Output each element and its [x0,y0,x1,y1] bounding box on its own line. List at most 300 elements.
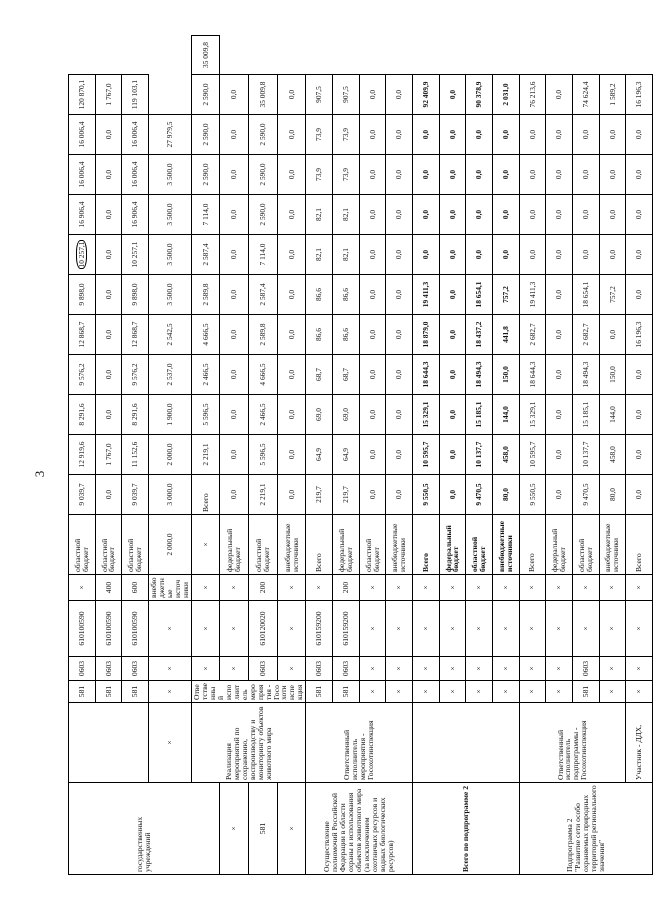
code-cell: × [148,681,191,703]
amount-cell: 8 291,6 [122,395,149,435]
amount-cell: 0,0 [277,315,306,355]
amount-cell: 10 595,7 [519,435,546,475]
amount-cell: 0,0 [439,475,466,515]
code-cell: × [359,575,386,601]
amount-cell: 0,0 [546,275,573,315]
amount-cell: 69,0 [333,395,360,435]
code-cell: × [277,601,306,657]
code-cell: × [466,601,493,657]
code-cell: × [492,657,519,681]
amount-cell: 18 654,1 [572,275,599,315]
amount-cell: 150,0 [599,355,626,395]
amount-cell: 12 919,6 [69,435,96,475]
code-cell: 0603 [572,657,599,681]
code-cell: 0603 [95,657,122,681]
amount-cell: 0,0 [439,355,466,395]
amount-cell: 0,0 [492,155,519,195]
code-cell: × [413,681,440,703]
responsible-cell: Ответственный исполнитель мероприятия - Госохотинспекция [191,681,306,703]
funding-source-cell: Всего [626,515,653,575]
amount-cell: 0,0 [95,275,122,315]
code-cell: × [148,703,191,783]
amount-cell: 19 411,3 [519,275,546,315]
code-cell: 600 [122,575,149,601]
amount-cell: 12 868,7 [69,315,96,355]
code-cell: × [519,575,546,601]
responsible-cell [69,703,149,783]
amount-cell: 18 494,3 [466,355,493,395]
amount-cell: 2 542,5 [148,315,191,355]
amount-cell: 0,0 [626,355,653,395]
amount-cell: 907,5 [333,75,360,115]
amount-cell: 74 624,4 [572,75,599,115]
code-cell: × [306,575,333,601]
amount-cell: 0,0 [277,475,306,515]
code-cell: × [277,575,306,601]
code-cell: 581 [306,681,333,703]
amount-cell: 0,0 [439,235,466,275]
amount-cell: 0,0 [359,235,386,275]
amount-cell: 0,0 [439,155,466,195]
amount-cell: 0,0 [439,195,466,235]
amount-cell: 2 587,4 [249,275,278,315]
code-cell: × [466,681,493,703]
amount-cell: 9 576,2 [69,355,96,395]
amount-cell: 0,0 [386,195,413,235]
code-cell: × [148,601,191,657]
amount-cell: 0,0 [95,355,122,395]
amount-cell: 0,0 [439,115,466,155]
amount-cell: 144,0 [599,395,626,435]
code-cell: 610100590 [95,601,122,657]
code-cell: × [572,575,599,601]
amount-cell: 0,0 [439,75,466,115]
amount-cell: 15 185,1 [572,395,599,435]
funding-source-cell: Всего [191,475,220,515]
amount-cell: 120 870,1 [69,75,96,115]
amount-cell: 7 114,0 [249,235,278,275]
amount-cell: 2 466,5 [191,355,220,395]
amount-cell: 86,6 [333,315,360,355]
amount-cell: 73,9 [306,115,333,155]
amount-cell: 757,2 [599,275,626,315]
amount-cell: 10 595,7 [413,435,440,475]
amount-cell: 0,0 [220,395,249,435]
amount-cell: 0,0 [519,155,546,195]
amount-cell: 15 329,1 [519,395,546,435]
code-cell: 610100590 [69,601,96,657]
amount-cell: 0,0 [220,115,249,155]
amount-cell: 0,0 [95,235,122,275]
circled-amount: 10 257,1 [76,241,86,268]
amount-cell: 82,1 [333,235,360,275]
code-cell: × [546,657,573,681]
amount-cell: 8 291,6 [69,395,96,435]
code-cell: × [191,515,220,575]
amount-cell: 0,0 [386,235,413,275]
code-cell: 610100590 [122,601,149,657]
amount-cell: 0,0 [599,115,626,155]
amount-cell: 16 006,4 [69,155,96,195]
code-cell: × [359,657,386,681]
amount-cell: 0,0 [220,475,249,515]
amount-cell: 0,0 [277,115,306,155]
amount-cell: 0,0 [413,115,440,155]
amount-cell: 35 009,8 [191,36,220,75]
funding-source-cell: федеральный бюджет [439,515,466,575]
amount-cell: 73,9 [333,115,360,155]
code-cell: × [191,575,220,601]
rotated-budget-table [68,35,644,875]
code-cell: × [492,575,519,601]
amount-cell: 0,0 [492,195,519,235]
code-cell: × [191,601,220,657]
amount-cell: 0,0 [626,395,653,435]
amount-cell: 5 596,5 [249,435,278,475]
amount-cell: 0,0 [572,235,599,275]
amount-cell: 907,5 [306,75,333,115]
code-cell: × [439,657,466,681]
amount-cell: 0,0 [466,195,493,235]
code-cell: × [626,657,653,681]
amount-cell: 219,7 [306,475,333,515]
amount-cell: 757,2 [492,275,519,315]
code-cell: 400 [95,575,122,601]
code-cell: 0603 [333,657,360,681]
code-cell: 0603 [249,657,278,681]
amount-cell: 0,0 [386,355,413,395]
amount-cell: 86,6 [333,275,360,315]
amount-cell: 219,7 [333,475,360,515]
amount-cell: 90 378,9 [466,75,493,115]
amount-cell: 64,9 [306,435,333,475]
amount-cell: 0,0 [626,235,653,275]
code-cell: × [466,657,493,681]
amount-cell: 0,0 [95,395,122,435]
code-cell: 581 [95,681,122,703]
amount-cell: 144,0 [492,395,519,435]
amount-cell: 0,0 [220,235,249,275]
amount-cell: 0,0 [572,155,599,195]
amount-cell: 16 006,4 [122,155,149,195]
amount-cell: 69,0 [306,395,333,435]
measure-name-cell: Осуществление полномочий Российской Федерации в области охраны и использования объектов животного мира (за исключением охотничьих ресурсов и водных биологических ресурсов) [306,783,413,875]
amount-cell: 7 114,0 [191,195,220,235]
amount-cell: 0,0 [572,195,599,235]
amount-cell: 16 906,4 [122,195,149,235]
amount-cell: 0,0 [386,395,413,435]
code-cell: × [599,657,626,681]
amount-cell: 0,0 [546,75,573,115]
code-cell: × [277,657,306,681]
amount-cell: 0,0 [359,75,386,115]
amount-cell: 0,0 [359,155,386,195]
code-cell: × [191,657,220,681]
amount-cell: 18 644,3 [519,355,546,395]
amount-cell: 1 589,2 [599,75,626,115]
amount-cell: 2 219,1 [249,475,278,515]
code-cell: 0603 [69,657,96,681]
funding-source-cell: федеральный бюджет [220,515,249,575]
code-cell: × [519,601,546,657]
funding-source-cell: внебюджетные источники [277,515,306,575]
amount-cell: 9 898,0 [122,275,149,315]
amount-cell: 10 137,7 [466,435,493,475]
amount-cell: 0,0 [492,115,519,155]
amount-cell: 0,0 [546,355,573,395]
page-number: 3 [32,470,47,478]
amount-cell: 0,0 [386,475,413,515]
amount-cell: 0,0 [413,155,440,195]
amount-cell: 0,0 [95,475,122,515]
funding-source-cell: областной бюджет [69,515,96,575]
amount-cell: 12 868,7 [122,315,149,355]
amount-cell: 9 550,5 [413,475,440,515]
code-cell: 0603 [122,657,149,681]
amount-cell: 18 644,3 [413,355,440,395]
amount-cell: 68,7 [333,355,360,395]
funding-source-cell: внебюджетные источники [148,575,191,601]
amount-cell: 0,0 [546,155,573,195]
amount-cell: 0,0 [95,195,122,235]
amount-cell: 0,0 [95,115,122,155]
amount-cell: 0,0 [220,275,249,315]
measure-name-cell: Реализация мероприятий по сохранению, воспроизводству и мониторингу объектов животного мира [191,703,306,783]
amount-cell: 2 466,5 [249,395,278,435]
code-cell: 610159200 [333,601,360,657]
amount-cell: 2 000,0 [148,515,191,575]
amount-cell: 0,0 [277,155,306,195]
amount-cell: 0,0 [220,435,249,475]
amount-cell: 15 329,1 [413,395,440,435]
code-cell: × [439,575,466,601]
code-cell: × [386,601,413,657]
amount-cell: 0,0 [220,75,249,115]
code-cell: × [413,601,440,657]
amount-cell: 0,0 [277,275,306,315]
amount-cell: 0,0 [277,355,306,395]
amount-cell: 73,9 [306,155,333,195]
amount-cell: 0,0 [386,115,413,155]
funding-source-cell: областной бюджет [359,515,386,575]
table-row [69,36,96,875]
amount-cell: 3 000,0 [148,475,191,515]
amount-cell: 0,0 [386,315,413,355]
amount-cell: 0,0 [492,235,519,275]
amount-cell: 0,0 [277,435,306,475]
amount-cell: 0,0 [413,235,440,275]
amount-cell: 86,6 [306,315,333,355]
amount-cell: 119 103,1 [122,75,149,115]
amount-cell: 2 537,0 [148,355,191,395]
amount-cell [69,235,96,275]
code-cell: × [546,575,573,601]
code-cell: × [599,575,626,601]
table-row [191,36,220,875]
amount-cell: 0,0 [439,435,466,475]
code-cell: 581 [69,681,96,703]
funding-source-cell: федеральный бюджет [333,515,360,575]
amount-cell: 0,0 [599,155,626,195]
amount-cell: 82,1 [333,195,360,235]
amount-cell: 27 979,5 [148,115,191,155]
amount-cell: 16 006,4 [122,115,149,155]
amount-cell: 2 682,7 [519,315,546,355]
code-cell: × [519,657,546,681]
amount-cell: 0,0 [359,275,386,315]
amount-cell: 16 196,3 [626,75,653,115]
amount-cell: 0,0 [220,355,249,395]
amount-cell: 0,0 [359,395,386,435]
amount-cell: 16 196,3 [626,315,653,355]
amount-cell: 68,7 [306,355,333,395]
amount-cell: 11 152,6 [122,435,149,475]
amount-cell: 0,0 [599,315,626,355]
funding-source-cell: областной бюджет [249,515,278,575]
funding-source-cell: областной бюджет [122,515,149,575]
code-cell: × [359,681,386,703]
amount-cell: 2 590,0 [249,115,278,155]
amount-cell: 9 898,0 [69,275,96,315]
amount-cell: 458,0 [492,435,519,475]
amount-cell: 3 500,0 [148,195,191,235]
amount-cell: 3 500,0 [148,275,191,315]
amount-cell: 0,0 [439,275,466,315]
funding-source-cell: областной бюджет [95,515,122,575]
table-row [148,36,191,875]
amount-cell: 73,9 [333,155,360,195]
code-cell: × [492,601,519,657]
amount-cell: 9 470,5 [466,475,493,515]
amount-cell: 0,0 [626,475,653,515]
code-cell: × [413,575,440,601]
amount-cell: 35 009,8 [249,75,278,115]
funding-source-cell: Всего [306,515,333,575]
amount-cell: 0,0 [277,75,306,115]
table-row [413,36,440,875]
amount-cell: 2 000,0 [148,435,191,475]
code-cell: × [599,601,626,657]
code-cell: × [572,601,599,657]
amount-cell: 18 437,2 [466,315,493,355]
amount-cell: 0,0 [546,395,573,435]
amount-cell: 0,0 [466,115,493,155]
code-cell: 610159200 [306,601,333,657]
amount-cell: 0,0 [626,155,653,195]
amount-cell: 1 767,0 [95,435,122,475]
amount-cell: 0,0 [413,195,440,235]
amount-cell: 10 137,7 [572,435,599,475]
code-cell: × [386,681,413,703]
amount-cell: 18 879,0 [413,315,440,355]
code-cell: × [439,681,466,703]
amount-cell: 0,0 [519,195,546,235]
amount-cell: 80,0 [492,475,519,515]
code-cell: × [277,783,306,875]
amount-cell: 1 767,0 [95,75,122,115]
funding-source-cell: внебюджетные источники [599,515,626,575]
amount-cell: 9 039,7 [69,475,96,515]
code-cell: × [220,657,249,681]
amount-cell: 2 682,7 [572,315,599,355]
amount-cell: 0,0 [572,115,599,155]
amount-cell: 3 500,0 [148,155,191,195]
amount-cell: 3 500,0 [148,235,191,275]
funding-source-cell: областной бюджет [466,515,493,575]
amount-cell: 0,0 [277,195,306,235]
amount-cell: 2 590,0 [249,155,278,195]
amount-cell: 2 589,8 [191,275,220,315]
amount-cell: 2 587,4 [191,235,220,275]
amount-cell: 5 596,5 [191,395,220,435]
amount-cell: 0,0 [546,195,573,235]
amount-cell: 2 590,0 [191,155,220,195]
code-cell: × [439,601,466,657]
code-cell: × [626,575,653,601]
amount-cell: 76 213,6 [519,75,546,115]
amount-cell: 0,0 [220,195,249,235]
code-cell: × [599,681,626,703]
amount-cell: 4 666,5 [249,355,278,395]
amount-cell: 0,0 [466,235,493,275]
amount-cell: 0,0 [546,315,573,355]
code-cell: 581 [122,681,149,703]
amount-cell: 0,0 [359,195,386,235]
amount-cell: 16 006,4 [69,115,96,155]
code-cell: 200 [249,575,278,601]
amount-cell: 64,9 [333,435,360,475]
amount-cell: 9 576,2 [122,355,149,395]
code-cell: × [386,575,413,601]
amount-cell: 2 590,0 [191,75,220,115]
amount-cell: 80,0 [599,475,626,515]
amount-cell: 0,0 [277,395,306,435]
code-cell: 610120020 [249,601,278,657]
code-cell: × [220,575,249,601]
amount-cell: 0,0 [95,315,122,355]
amount-cell: 0,0 [95,155,122,195]
funding-source-cell: областной бюджет [572,515,599,575]
amount-cell: 86,6 [306,275,333,315]
code-cell: × [220,601,249,657]
code-cell: × [386,657,413,681]
amount-cell: 19 411,3 [413,275,440,315]
code-cell: × [359,601,386,657]
amount-cell: 0,0 [519,115,546,155]
amount-cell: 441,8 [492,315,519,355]
amount-cell: 0,0 [546,235,573,275]
amount-cell: 0,0 [386,75,413,115]
amount-cell: 0,0 [386,155,413,195]
amount-cell: 2 219,1 [191,435,220,475]
funding-source-cell: внебюджетные источники [386,515,413,575]
amount-cell: 0,0 [386,275,413,315]
amount-cell: 1 900,0 [148,395,191,435]
code-cell: × [626,681,653,703]
amount-cell: 9 470,5 [572,475,599,515]
amount-cell: 2 031,0 [492,75,519,115]
amount-cell: 0,0 [626,195,653,235]
amount-cell: 9 039,7 [122,475,149,515]
table-row [306,36,333,875]
amount-cell: 0,0 [626,275,653,315]
measure-name-cell: Всего по подпрограмме 2 [413,783,520,875]
code-cell: × [626,601,653,657]
amount-cell: 0,0 [599,235,626,275]
amount-cell: 0,0 [359,115,386,155]
amount-cell: 18 654,1 [466,275,493,315]
table-row [626,36,653,875]
